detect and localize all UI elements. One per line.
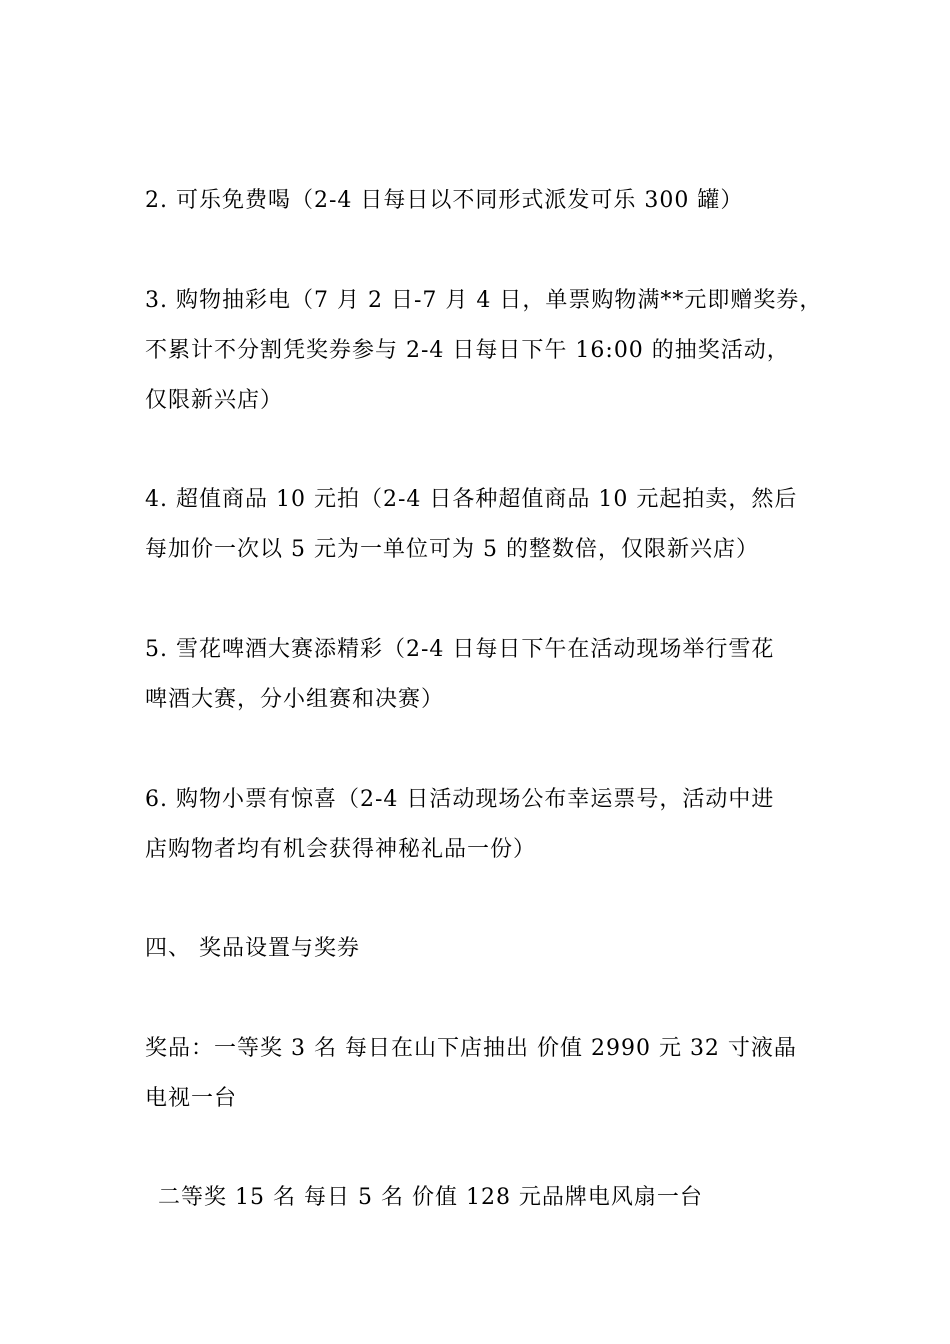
text-line: 6. 购物小票有惊喜（2-4 日活动现场公布幸运票号，活动中进 <box>145 787 775 812</box>
text-line: 4. 超值商品 10 元拍（2-4 日各种超值商品 10 元起拍卖，然后 <box>145 487 798 512</box>
activity-item-2 <box>145 176 825 226</box>
text-line: 奖品：一等奖 3 名 每日在山下店抽出 价值 2990 元 32 寸液晶 <box>145 1036 797 1061</box>
first-prize <box>145 1024 825 1124</box>
text-line: 每加价一次以 5 元为一单位可为 5 的整数倍，仅限新兴店） <box>145 537 759 562</box>
activity-item-5 <box>145 625 825 725</box>
text-line: 啤酒大赛，分小组赛和决赛） <box>145 687 445 712</box>
section-heading-text: 四、 奖品设置与奖券 <box>145 936 360 961</box>
text-line: 2. 可乐免费喝（2-4 日每日以不同形式派发可乐 300 罐） <box>145 188 744 213</box>
text-line: 电视一台 <box>145 1086 238 1111</box>
section-heading <box>145 924 825 974</box>
activity-item-4 <box>145 475 825 575</box>
activity-item-3 <box>145 276 825 426</box>
text-line: 店购物者均有机会获得神秘礼品一份） <box>145 837 537 862</box>
text-line: 二等奖 15 名 每日 5 名 价值 128 元品牌电风扇一台 <box>158 1185 703 1210</box>
activity-item-6 <box>145 775 825 875</box>
text-line: 仅限新兴店） <box>145 388 284 413</box>
text-line: 5. 雪花啤酒大赛添精彩（2-4 日每日下午在活动现场举行雪花 <box>145 637 775 662</box>
second-prize <box>158 1173 838 1223</box>
text-line: 3. 购物抽彩电（7 月 2 日-7 月 4 日，单票购物满**元即赠奖券， <box>145 288 823 313</box>
text-line: 不累计不分割凭奖券参与 2-4 日每日下午 16:00 的抽奖活动， <box>145 338 790 363</box>
